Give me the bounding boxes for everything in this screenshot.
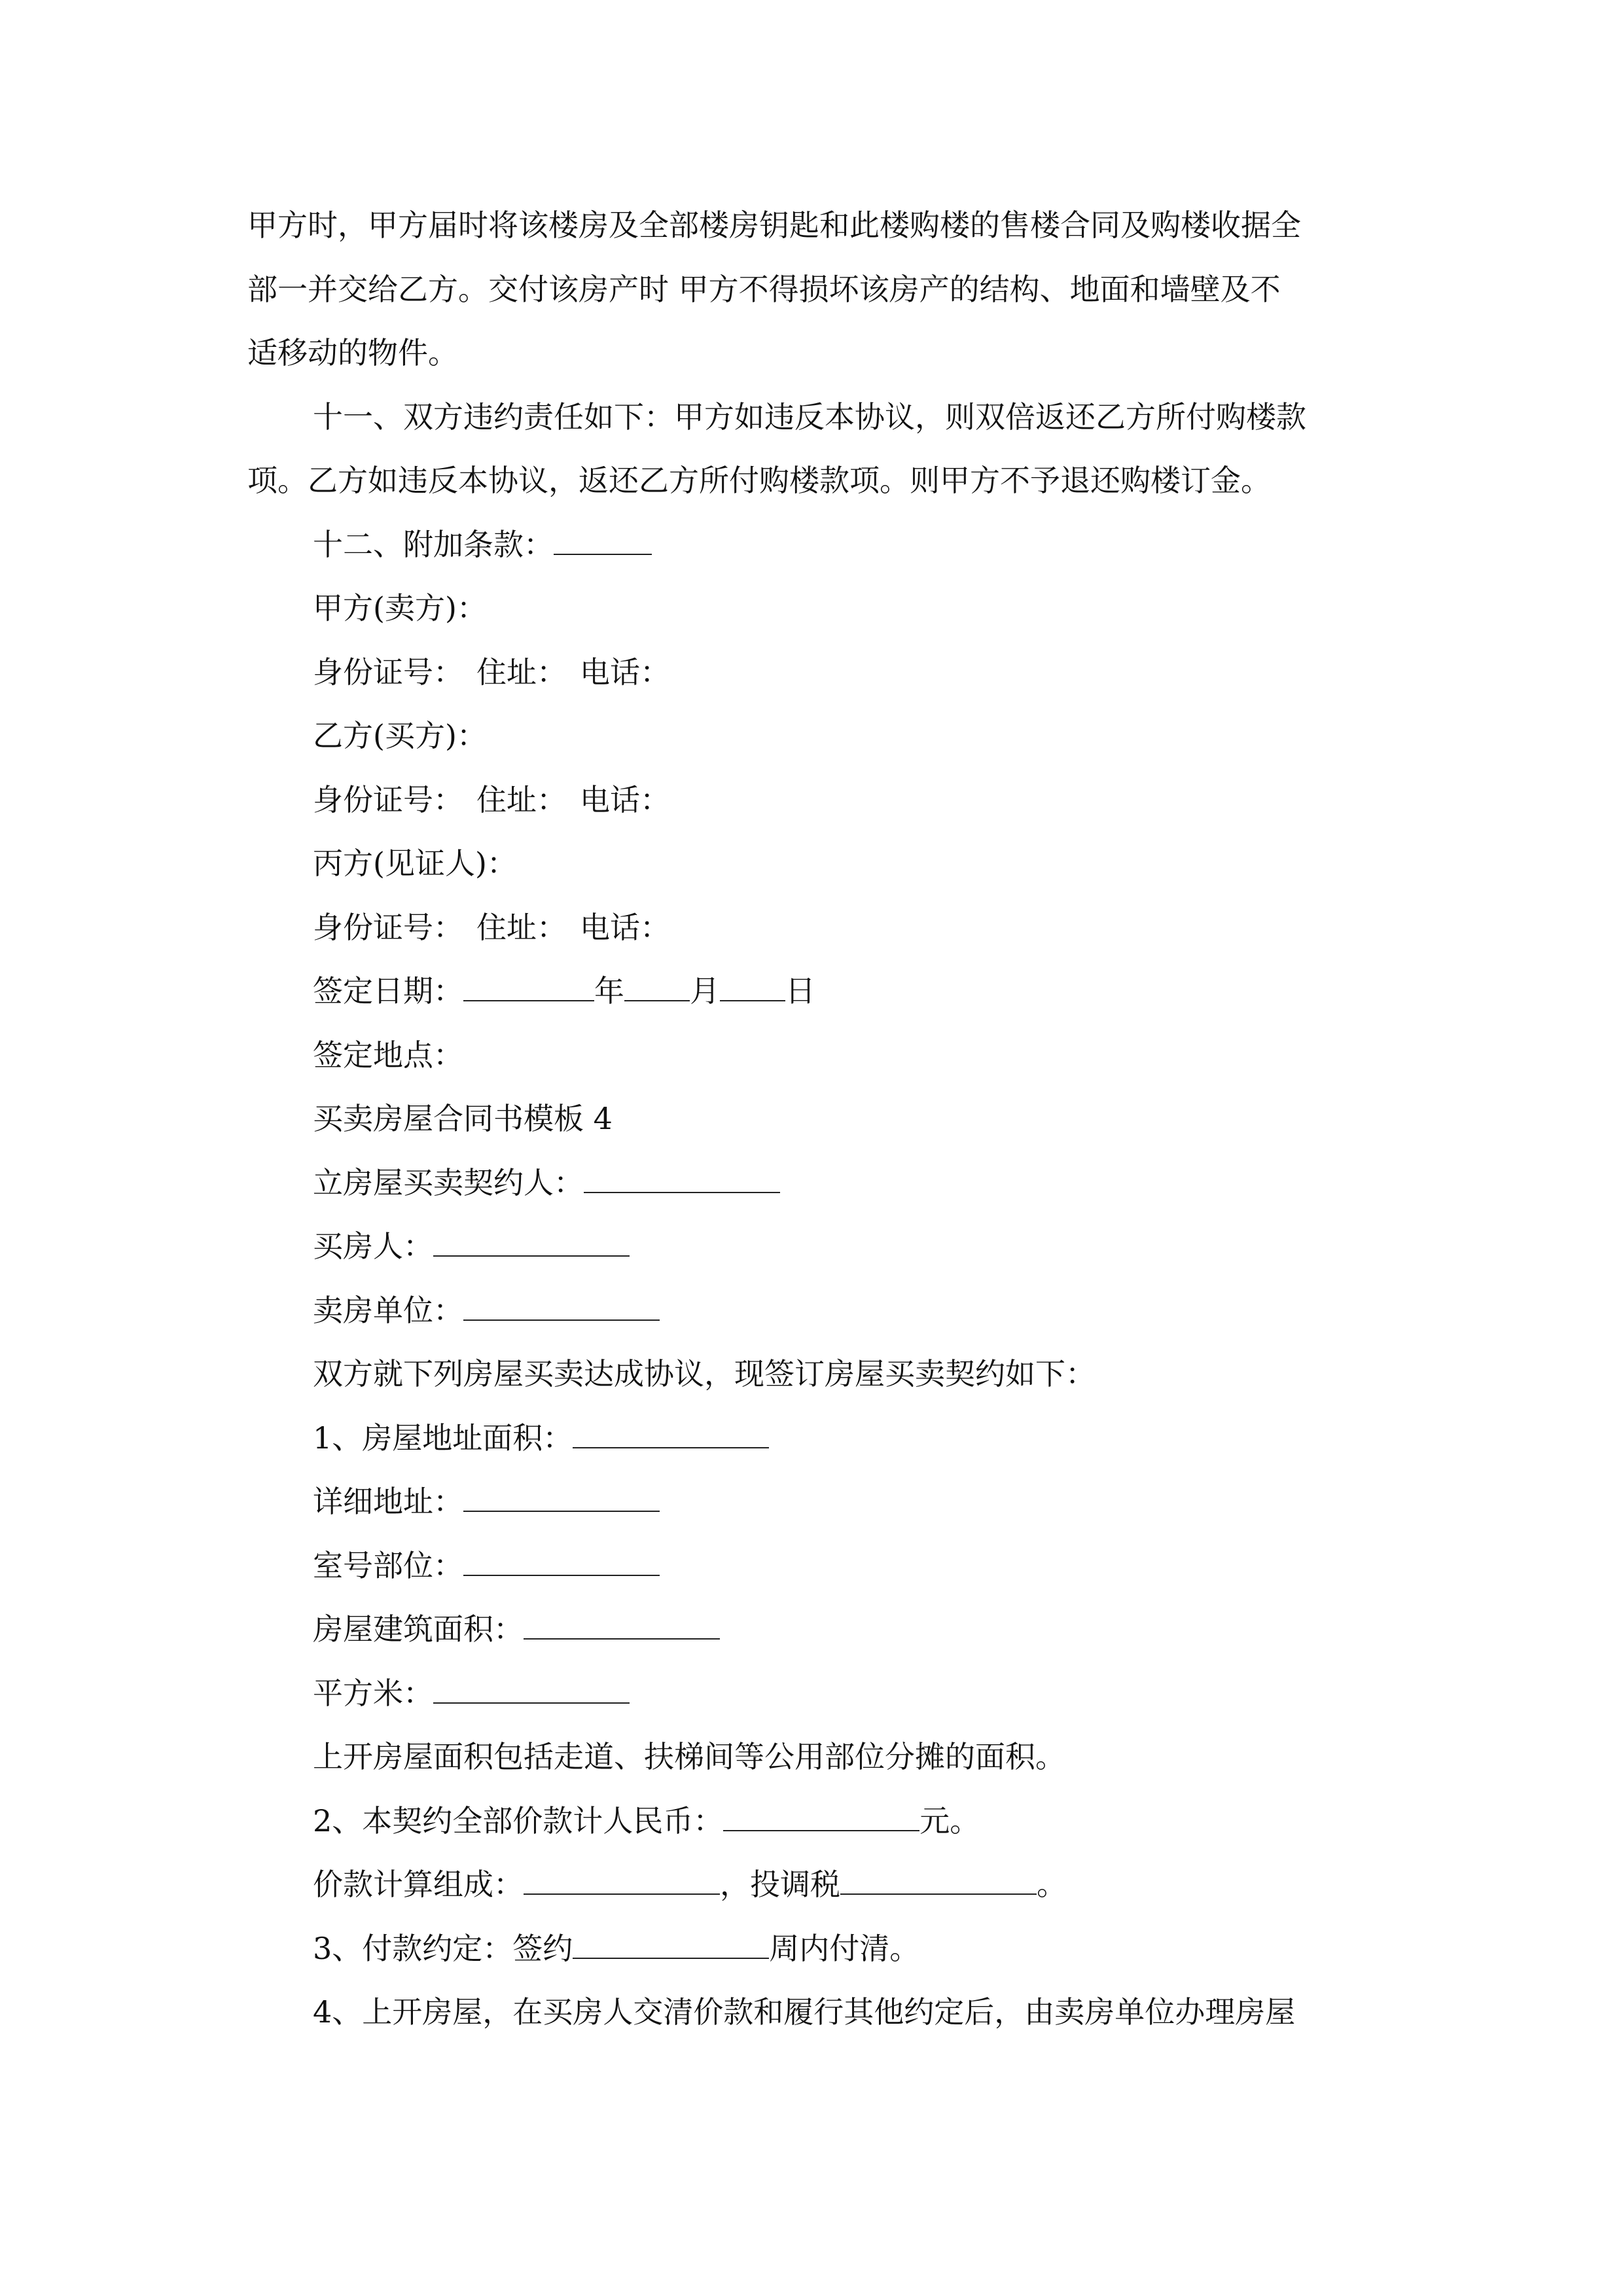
seller-line xyxy=(247,1279,1380,1343)
month-label: 月 xyxy=(690,973,720,1009)
phone-label: 电话： xyxy=(580,909,670,945)
id-label: 身份证号： xyxy=(313,654,463,690)
year-label: 年 xyxy=(594,973,624,1009)
blank-line xyxy=(433,1229,630,1257)
blank-line xyxy=(524,1612,720,1640)
blank-line xyxy=(433,1676,630,1704)
day-label: 日 xyxy=(785,973,815,1009)
paragraph-line: 十一、双方违约责任如下：甲方如违反本协议，则双倍返还乙方所付购楼款 xyxy=(313,399,1306,435)
contractor-line xyxy=(247,1151,1380,1215)
building-area-line xyxy=(247,1598,1380,1662)
address-label: 住址： xyxy=(476,654,567,690)
blank-line xyxy=(554,528,652,555)
blank-line xyxy=(463,1484,660,1512)
document-page xyxy=(247,194,1380,2045)
seller-label: 卖房单位： xyxy=(313,1292,463,1328)
detail-address-label: 详细地址： xyxy=(313,1484,463,1519)
paragraph-line: 甲方时，甲方届时将该楼房及全部楼房钥匙和此楼购楼的售楼合同及购楼收据全 xyxy=(247,207,1301,243)
blank-line xyxy=(723,1804,919,1831)
price-calc-line xyxy=(247,1853,1380,1917)
sign-place: 签定地点： xyxy=(313,1037,463,1073)
period-mark: 。 xyxy=(1037,1867,1067,1902)
blank-line xyxy=(584,1166,780,1193)
buyer-line xyxy=(247,1215,1380,1279)
party-b-details xyxy=(247,768,1380,833)
item-2-label: 2、本契约全部价款计人民币： xyxy=(313,1803,724,1839)
item-3-end: 周内付清。 xyxy=(769,1930,920,1966)
paragraph-line: 部一并交给乙方。交付该房产时 甲方不得损坏该房产的结构、地面和墙壁及不 xyxy=(247,271,1281,307)
address-label: 住址： xyxy=(476,781,567,817)
price-calc-label: 价款计算组成： xyxy=(313,1867,524,1902)
square-meter-line xyxy=(247,1662,1380,1726)
paragraph-line: 适移动的物件。 xyxy=(247,335,458,370)
blank-line xyxy=(573,1421,769,1448)
contractor-label: 立房屋买卖契约人： xyxy=(313,1164,584,1200)
item-4-line: 4、上开房屋，在买房人交清价款和履行其他约定后，由卖房单位办理房屋 xyxy=(313,1994,1296,2030)
sign-date xyxy=(247,960,1380,1024)
party-b-label: 乙方(买方)： xyxy=(313,718,487,753)
blank-line xyxy=(840,1867,1037,1895)
party-a-label: 甲方(卖方)： xyxy=(313,590,487,626)
item-3-label: 3、付款约定：签约 xyxy=(313,1930,573,1966)
detail-address-line xyxy=(247,1470,1380,1534)
buyer-label: 买房人： xyxy=(313,1229,433,1264)
id-label: 身份证号： xyxy=(313,909,463,945)
blank-line xyxy=(573,1931,769,1959)
party-c-details xyxy=(247,896,1380,960)
party-c-label: 丙方(见证人)： xyxy=(313,846,517,881)
tax-label: ，投调税 xyxy=(720,1867,840,1902)
room-position-label: 室号部位： xyxy=(313,1547,463,1583)
address-label: 住址： xyxy=(476,909,567,945)
blank-line xyxy=(624,974,690,1001)
agreement-line: 双方就下列房屋买卖达成协议，现签订房屋买卖契约如下： xyxy=(313,1356,1096,1391)
item-1-line xyxy=(247,1407,1380,1471)
building-area-label: 房屋建筑面积： xyxy=(313,1611,524,1647)
paragraph-line: 项。乙方如违反本协议，返还乙方所付购楼款项。则甲方不予退还购楼订金。 xyxy=(247,463,1271,498)
item-1-label: 1、房屋地址面积： xyxy=(313,1420,573,1456)
blank-line xyxy=(463,1293,660,1321)
blank-line xyxy=(720,974,785,1001)
square-meter-label: 平方米： xyxy=(313,1675,433,1711)
phone-label: 电话： xyxy=(580,654,670,690)
section-title: 买卖房屋合同书模板 4 xyxy=(313,1101,613,1136)
id-label: 身份证号： xyxy=(313,781,463,817)
sign-date-label: 签定日期： xyxy=(313,973,463,1009)
party-a-details xyxy=(247,641,1380,705)
shared-area-line: 上开房屋面积包括走道、扶梯间等公用部位分摊的面积。 xyxy=(313,1739,1065,1774)
item-2-line xyxy=(247,1789,1380,1854)
clause-12 xyxy=(247,513,1380,577)
clause-12-label: 十二、附加条款： xyxy=(313,526,554,562)
item-3-line xyxy=(247,1917,1380,1981)
blank-line xyxy=(524,1867,720,1895)
yuan-label: 元。 xyxy=(919,1803,980,1839)
room-position-line xyxy=(247,1534,1380,1598)
blank-line xyxy=(463,1549,660,1576)
phone-label: 电话： xyxy=(580,781,670,817)
blank-line xyxy=(463,974,594,1001)
